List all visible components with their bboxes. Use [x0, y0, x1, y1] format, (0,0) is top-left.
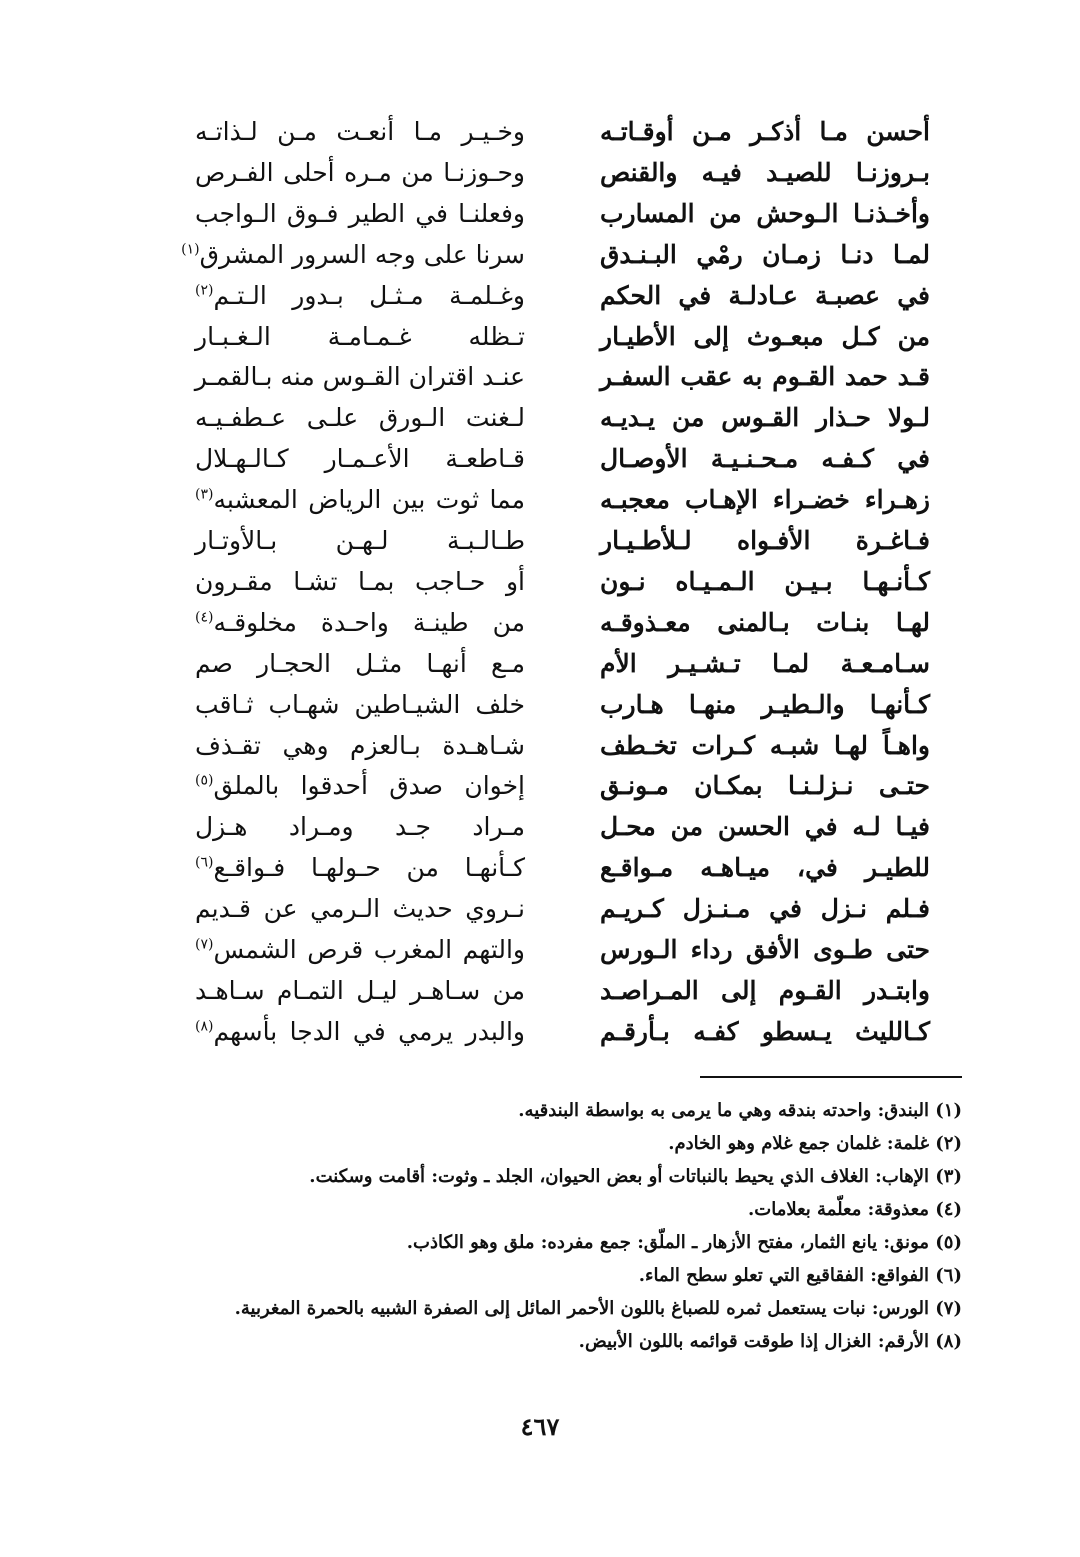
verse-line — [195, 519, 930, 563]
verse-second-hemistich — [195, 969, 525, 1013]
verse-second-hemistich — [195, 355, 525, 399]
verse-second-hemistich-text: شـاهـدة بـالعزم وهي تقـذف — [195, 730, 525, 760]
verse-second-hemistich — [195, 683, 525, 727]
verse-second-hemistich-text: وحـوزنـا من مـره أحلى الفـرص — [195, 157, 525, 187]
verse-first-hemistich: فـلم نـزل في مـنـزل كـريـم — [600, 894, 930, 924]
verse-line — [195, 192, 930, 236]
verse-second-hemistich-text: نـروي حديث الـرمي عن قـديم — [195, 894, 525, 924]
verse-second-hemistich-text: عنـد اقتران القـوس منه بـالقمـر — [194, 362, 525, 392]
verse-first-hemistich: قـد حمد القـوم به عقب السفـر — [600, 362, 930, 392]
verse-second-hemistich-text: إخوان صدق أحدقوا بالملق — [213, 771, 525, 801]
verse-second-hemistich — [181, 233, 525, 277]
footnotes — [162, 1094, 962, 1358]
verse-second-hemistich — [195, 846, 525, 890]
verse-second-hemistich-text: وغـلمـة مـثـل بـدور الـتـم — [213, 280, 525, 310]
verse-first-hemistich: كـأنهـا والـطيـر منهـا هـارب — [600, 689, 930, 719]
verse-second-hemistich — [195, 151, 525, 195]
footnote-item: (٤) معذوقة: معلّمة بعلامات. — [748, 1199, 962, 1220]
verse-second-hemistich-text: مما ثوت بين الرياض المعشبه — [213, 485, 525, 515]
verse-line — [195, 110, 930, 154]
verse-second-hemistich — [195, 805, 525, 849]
verse-first-hemistich: لمـا دنـا زمـان رمْي البـنـدق — [600, 239, 930, 269]
verse-second-hemistich-text: طـالـبـة لـهـن بـالأوتـار — [195, 526, 525, 555]
verse-second-hemistich-text: لـغنت الـورق علـى عـطفـيـه — [195, 403, 525, 433]
footnote-reference-mark: (٧) — [195, 936, 214, 953]
footnote-item: (٧) الورس: نبات يستعمل ثمره للصباغ باللون الأحمر المائل إلى الصفرة الشبيه بالحمرة المغربية. — [234, 1298, 962, 1319]
poem-body — [181, 110, 930, 1060]
verse-second-hemistich — [195, 764, 525, 808]
verse-second-hemistich-text: والبدر يرمي في الدجا بأسهم — [213, 1016, 525, 1046]
verse-line — [195, 315, 930, 359]
verse-second-hemistich — [195, 560, 525, 604]
verse-second-hemistich-text: وفعلنـا في الطير فـوق الـواجب — [195, 198, 525, 228]
verse-line — [195, 764, 930, 808]
verse-line — [195, 887, 930, 931]
verse-second-hemistich — [195, 601, 525, 645]
verse-second-hemistich-text: قـاطعـة الأعـمـار كـالـهـلال — [195, 444, 525, 474]
footnote-item: (٣) الإهاب: الغلاف الذي يحيط بالنباتات أو بعض الحيوان، الجلد ـ وثوت: أقامت وسكنت. — [309, 1166, 962, 1187]
footnote-item: (١) البندق: واحدته بندقه وهي ما يرمى به بواسطة البندقيه. — [518, 1100, 962, 1121]
verse-line — [195, 928, 930, 972]
verse-second-hemistich-text: كـأنهـا من حـولهـا فـواقـع — [213, 853, 525, 883]
footnote-reference-mark: (٣) — [195, 486, 214, 503]
verse-second-hemistich-text: تـظله غـمـامـة الـغـبـار — [195, 321, 525, 351]
verse-first-hemistich: كـالليث يـسطو كفـه بـأرقـم — [600, 1016, 930, 1046]
verse-line — [195, 642, 930, 686]
verse-second-hemistich — [195, 274, 525, 318]
verse-second-hemistich — [195, 192, 525, 236]
verse-first-hemistich: وأخـذنـا الـوحش من المسارب — [600, 198, 930, 228]
verse-line — [195, 601, 930, 645]
verse-second-hemistich-text: من سـاهـر ليـل التمـام سـاهـد — [195, 975, 525, 1005]
footnote-item: (٢) غلمة: غلمان جمع غلام وهو الخادم. — [668, 1133, 962, 1154]
verse-second-hemistich — [195, 396, 525, 440]
footnote-item: (٥) مونق: يانع الثمار، مفتح الأزهار ـ الملّق: جمع مفرده: ملق وهو الكاذب. — [406, 1232, 962, 1253]
footnote-reference-mark: (٢) — [195, 282, 214, 299]
verse-second-hemistich-text: مـع أنهـا مثـل الحجـار صم — [195, 648, 525, 678]
verse-first-hemistich: لـولا حـذار القـوس من يـديـه — [600, 403, 930, 433]
footnote-item: (٨) الأرقم: الغزال إذا طوقت قوائمه باللون الأبيض. — [578, 1331, 962, 1352]
verse-first-hemistich: وابتـدر القـوم إلى المـراصـد — [600, 975, 930, 1005]
verse-first-hemistich: بـروزنـا للصيـد فيـه والقنص — [600, 157, 930, 187]
verse-second-hemistich-text: مـراد جـد ومـراد هـزل — [195, 812, 525, 842]
footnote-reference-mark: (٨) — [195, 1018, 214, 1035]
verse-line — [195, 846, 930, 890]
verse-line — [195, 969, 930, 1013]
verse-line — [195, 560, 930, 604]
verse-second-hemistich — [195, 887, 525, 931]
verse-line — [195, 355, 930, 399]
verse-second-hemistich — [195, 642, 525, 686]
verse-first-hemistich: من كـل مبعـوث إلى الأطيـار — [600, 321, 930, 351]
footnote-reference-mark: (٦) — [195, 854, 214, 871]
verse-second-hemistich-text: وخـيـر مـا أنعـت مـن لـذاتـه — [195, 117, 525, 146]
verse-first-hemistich: حتـى نـزلـنـا بمكـان مـونـق — [600, 771, 930, 801]
verse-second-hemistich-text: خلف الشيـاطين شهـاب ثـاقب — [195, 689, 525, 719]
verse-first-hemistich: أحسن مـا أذكـر مـن أوقـاتـه — [600, 117, 930, 146]
verse-second-hemistich — [195, 437, 525, 481]
verse-first-hemistich: في عصبـة عـادلـة في الحكم — [600, 280, 930, 310]
verse-first-hemistich: كـأنـهـا بـيـن الـمـيـاه نـون — [600, 566, 930, 596]
verse-first-hemistich: للطيـر في، ميـاهـه مـواقـع — [600, 853, 930, 883]
verse-second-hemistich — [195, 1010, 525, 1054]
verse-line — [195, 274, 930, 318]
verse-first-hemistich: حتى طـوى الأفق رداء الـورس — [600, 935, 930, 964]
verse-second-hemistich-text: والتهم المغرب قرص الشمس — [213, 935, 525, 964]
verse-second-hemistich — [195, 928, 525, 972]
verse-line — [181, 233, 930, 277]
verse-first-hemistich: فـاغـرة الأفـواه لـلأطـيـار — [600, 526, 930, 555]
verse-first-hemistich: سـامـعـة لمـا تـشـيـر الأم — [600, 648, 930, 678]
verse-second-hemistich-text: سرنا على وجه السرور المشرق — [199, 239, 525, 269]
verse-line — [195, 437, 930, 481]
verse-first-hemistich: في كـفـه مـحـنـيـة الأوصـال — [600, 444, 930, 474]
verse-second-hemistich — [195, 315, 525, 359]
footnote-reference-mark: (١) — [181, 241, 200, 258]
verse-second-hemistich — [195, 724, 525, 768]
verse-first-hemistich: لهـا بنـات بـالمنى معـذوقـه — [600, 607, 930, 637]
verse-first-hemistich: فيـا لـه في الحسن من محـل — [600, 812, 930, 842]
verse-second-hemistich — [195, 110, 525, 154]
verse-first-hemistich: واهـاً لهـا شبـه كـرات تخـطف — [600, 730, 930, 760]
verse-line — [195, 1010, 930, 1054]
footnote-item: (٦) الفواقع: الفقاقيع التي تعلو سطح الماء. — [638, 1265, 962, 1286]
verse-second-hemistich-text: من طينـة واحـدة مخلوقـه — [213, 607, 525, 637]
verse-line — [195, 805, 930, 849]
verse-second-hemistich — [195, 478, 525, 522]
verse-line — [195, 396, 930, 440]
verse-line — [195, 683, 930, 727]
verse-second-hemistich-text: أو حـاجب بمـا تشـا مقـرون — [195, 566, 525, 596]
footnote-reference-mark: (٤) — [195, 609, 214, 626]
footnote-divider — [700, 1076, 962, 1078]
page-number: ٤٦٧ — [520, 1412, 560, 1441]
verse-line — [195, 151, 930, 195]
footnote-reference-mark: (٥) — [195, 773, 214, 790]
verse-line — [195, 724, 930, 768]
verse-line — [195, 478, 930, 522]
verse-first-hemistich: زهـراء خضـراء الإهـاب معجبـه — [600, 485, 930, 515]
verse-second-hemistich — [195, 519, 525, 563]
